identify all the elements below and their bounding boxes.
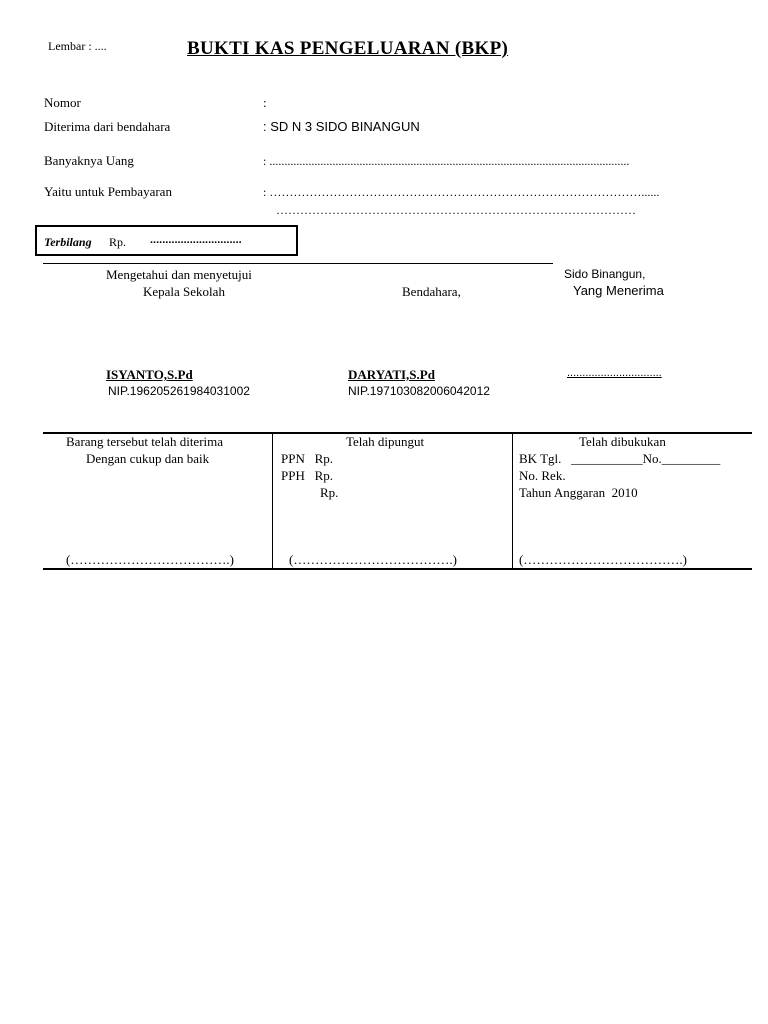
mengetahui-text: Mengetahui dan menyetujui <box>106 267 252 282</box>
yang-menerima-title: Yang Menerima <box>573 283 664 298</box>
col2-header: Telah dipungut <box>346 434 425 449</box>
col3-sign: (……………………………….) <box>519 552 687 567</box>
lembar-label: Lembar : .... <box>48 39 107 53</box>
col2-pph: PPH Rp. <box>281 468 334 483</box>
col2-ppn: PPN Rp. <box>281 451 334 466</box>
col3-bk: BK Tgl. ___________No._________ <box>519 451 721 466</box>
diterima-label: Diterima dari bendahara <box>44 119 171 134</box>
yaitu-label: Yaitu untuk Pembayaran <box>44 184 172 199</box>
nomor-label: Nomor <box>44 95 81 110</box>
separator-line <box>43 263 553 264</box>
col1-line2: Dengan cukup dan baik <box>86 451 210 466</box>
terbilang-dots: .............................. <box>150 234 242 246</box>
penerima-name: ............................... <box>567 367 662 379</box>
terbilang-label: Terbilang <box>44 235 92 249</box>
diterima-value: : SD N 3 SIDO BINANGUN <box>263 119 420 134</box>
col3-norek: No. Rek. <box>519 468 566 483</box>
nomor-value: : <box>263 95 267 110</box>
terbilang-rp: Rp. <box>109 235 127 249</box>
col2-rp: Rp. <box>320 485 339 500</box>
kepala-nip: NIP.196205261984031002 <box>108 384 250 398</box>
table-divider-2 <box>512 432 513 570</box>
banyak-uang-value: : ........................................................................................................................ <box>263 154 630 168</box>
document-title: BUKTI KAS PENGELUARAN (BKP) <box>187 38 509 59</box>
kepala-sekolah-title: Kepala Sekolah <box>143 284 225 299</box>
terbilang-box <box>35 225 298 256</box>
table-divider-1 <box>272 432 273 570</box>
col1-sign: (……………………………….) <box>66 552 234 567</box>
col2-sign: (……………………………….) <box>289 552 457 567</box>
banyak-uang-label: Banyaknya Uang <box>44 153 134 168</box>
bendahara-name: DARYATI,S.Pd <box>348 367 435 382</box>
bendahara-nip: NIP.197103082006042012 <box>348 384 490 398</box>
place-text: Sido Binangun, <box>564 267 646 281</box>
col3-header: Telah dibukukan <box>579 434 666 449</box>
col3-tahun: Tahun Anggaran 2010 <box>519 485 638 500</box>
bendahara-title: Bendahara, <box>402 284 461 299</box>
yaitu-value-line2: ……………………………………………………………………………… <box>276 203 636 217</box>
col1-line1: Barang tersebut telah diterima <box>66 434 224 449</box>
yaitu-value-line1: : …………………………………………………………………………………...... <box>263 185 660 199</box>
kepala-name: ISYANTO,S.Pd <box>106 367 193 382</box>
table-bottom-border <box>43 568 752 570</box>
